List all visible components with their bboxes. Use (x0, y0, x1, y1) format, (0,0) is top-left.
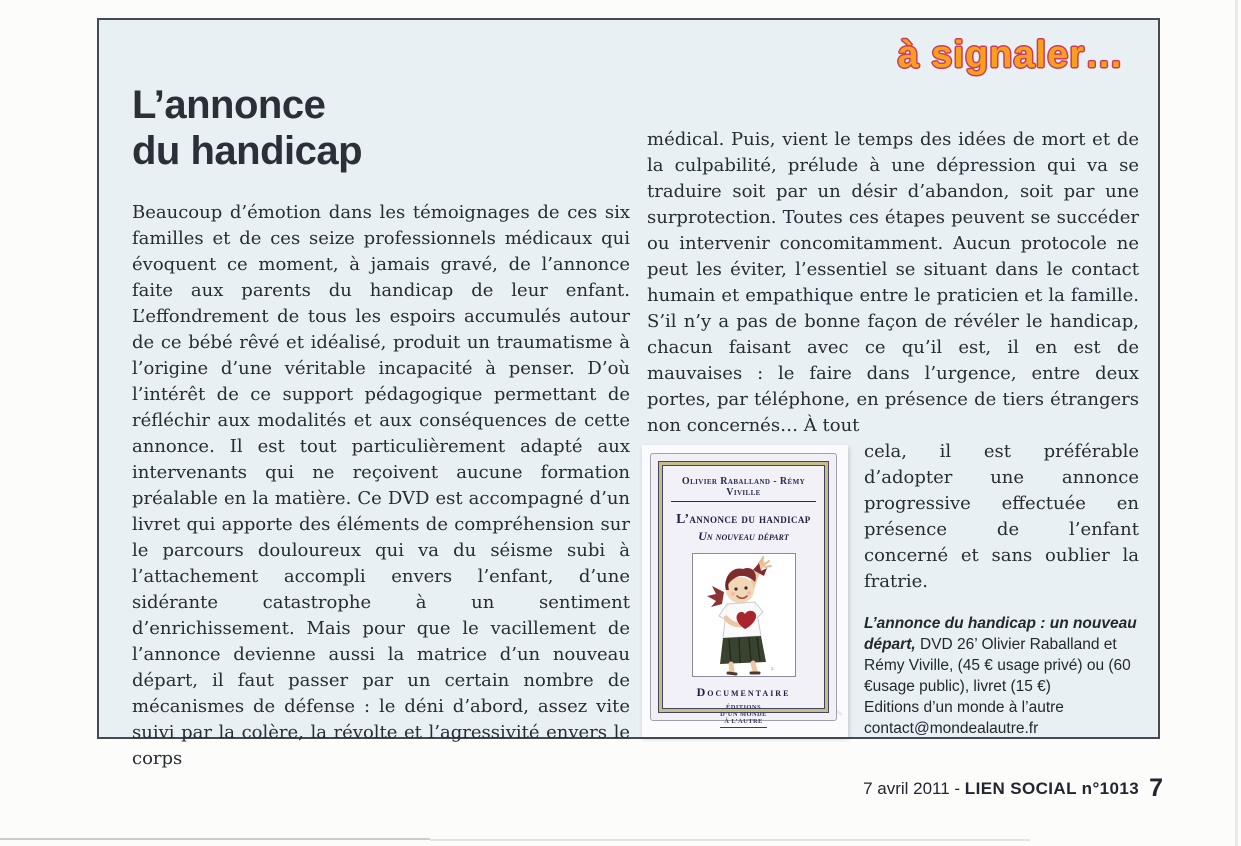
article-title-line1: L’annonce (132, 83, 326, 127)
left-column (132, 82, 630, 772)
dvd-publisher-logo (720, 704, 767, 728)
article-body-right-wrap: cela, il est préférable d’adopter une annonce progressive effectuée en présence de l’enfant concerné et sans oublier la fratrie. (864, 441, 1139, 592)
dvd-subtitle: Un nouveau départ (698, 529, 789, 543)
svg-text:s.: s. (770, 666, 775, 672)
caption-title: L’annonce du handicap : un nouveau départ, (864, 615, 1137, 653)
caption-email: contact@mondealautre.fr (864, 720, 1039, 737)
right-column (647, 127, 1139, 741)
caption-publisher: Editions d’un monde à l’autre (864, 699, 1064, 716)
article-title-line2: du handicap (132, 129, 363, 173)
article-body-right-top: médical. Puis, vient le temps des idées de mort et de la culpabilité, prélude à une dépression qui va se traduire soit par un désir d’abandon, soit par une surprotection. Toutes ces étapes peuvent se succéder ou intervenir concomitamment. Aucun protocole ne peut les éviter, l’essentiel se situant dans le contact humain et empathique entre le praticien et la famille. S’il n’y a pas de bonne façon de révéler le handicap, chacun faisant avec ce qu’il est, il en est de mauvaises : le faire dans l’urgence, entre deux portes, par téléphone, en présence de tiers étrangers non concernés… À tout (647, 129, 1139, 436)
footer-date: 7 avril 2011 - (863, 779, 965, 798)
caption-details: DVD 26’ Olivier Raballand et Rémy Viville, (45 € usage privé) ou (60 €usage public), livret (15 €) (864, 636, 1131, 695)
section-label: à signaler… (897, 34, 1124, 76)
dvd-publisher-line: À L’AUTRE (724, 718, 763, 725)
article-title (132, 82, 630, 174)
dvd-case (650, 453, 837, 725)
dvd-publisher-line: D’UN MONDE (720, 711, 767, 718)
girl-illustration (693, 554, 795, 676)
article-panel (97, 18, 1160, 769)
footer-magazine-title: LIEN SOCIAL n°1013 (964, 779, 1140, 798)
scan-artifact-line (430, 839, 1030, 841)
scan-artifact-line (0, 838, 430, 840)
dvd-case-content (665, 468, 822, 725)
dvd-case-frame (658, 461, 829, 725)
page-footer (863, 774, 1163, 803)
scan-artifact-edge (1235, 0, 1238, 846)
footer-page-number: 7 (1149, 774, 1163, 802)
dvd-cover-photo (642, 445, 848, 737)
dvd-authors: Olivier Raballand - Rémy Viville (671, 476, 815, 502)
dvd-title: L’annonce du handicap (676, 511, 811, 526)
dvd-publisher-line: ÉDITIONS (725, 704, 761, 711)
dvd-genre: Documentaire (696, 685, 791, 699)
article-body-left: Beaucoup d’émotion dans les témoignages de ces six familles et de ces seize professionnels médicaux qui évoquent ce moment, à jamais gravé, de l’annonce faite aux parents du handicap de leur enfant. L’effondrement de tous les espoirs accumulés autour de ce bébé rêvé et idéalisé, produit un traumatisme à l’origine d’une véritable incapacité à penser. D’où l’intérêt de ce support pédagogique permettant de réfléchir aux modalités et aux conséquences de cette annonce. Il est tout particulièrement adapté aux intervenants qui ne reçoivent aucune formation préalable en la matière. Ce DVD est accompagné d’un livret qui apporte des éléments de compréhension sur le parcours douloureux qui va du séisme subi à l’attachement accompli envers l’enfant, d’une sidérante catastrophe à un sentiment d’enrichissement. Mais pour que le vacillement de l’annonce devienne aussi la matrice d’un nouveau départ, il faut passer par un certain nombre de mécanismes de défense : le déni d’abord, assez vite suivi par la colère, la révolte et l’agressivité envers le corps (132, 202, 630, 769)
dvd-cover-illustration (692, 553, 796, 677)
